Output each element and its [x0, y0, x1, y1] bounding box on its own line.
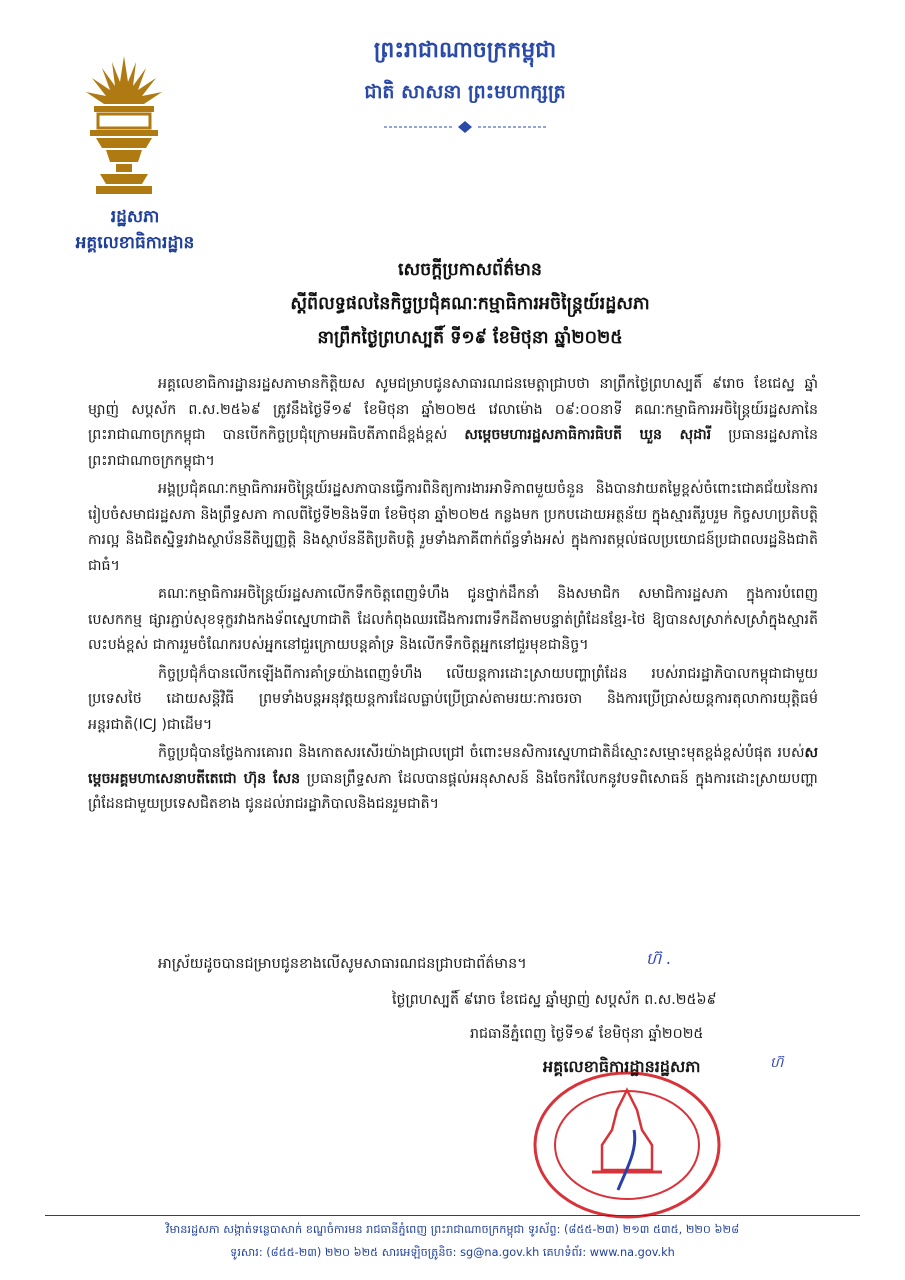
document-body: [88, 372, 818, 821]
lunar-date: ថ្ងៃព្រហស្បតិ៍ ៩រោច ខែជេស្ឋ ឆ្នាំម្សាញ់ សប្តស័ក ព.ស.២៥៦៩: [392, 992, 717, 1008]
ministry-name-line-1: រដ្ឋសភា: [110, 207, 160, 227]
paragraph-3: គណៈកម្មាធិការអចិន្ត្រៃយ៍រដ្ឋសភាលើកទឹកចិត្តពេញទំហឹង ជូនថ្នាក់ដឹកនាំ និងសមាជិក សមាជិការដ្ឋសភា ក្នុងការបំពេញបេសកកម្ម ផ្សារភ្ជាប់សុខទុក្ខរវាងកងទ័ពស្នេហាជាតិ ដែលកំពុងឈរជើងការពារទឹកដីតាមបន្ទាត់ព្រំដែនខ្មែរ-ថៃ ឱ្យបានសស្រាក់សស្រាំក្នុងស្មារតីលះបង់ខ្ពស់ ជាការរួមចំណែករបស់អ្នកនៅជួរក្រោយបន្តគាំទ្រ និងលើកទឹកចិត្តអ្នកនៅជួរមុខជានិច្ច។: [88, 586, 818, 653]
national-assembly-emblem-icon: [76, 52, 172, 202]
divider-ornament-icon: [380, 120, 550, 134]
senate-president-name: សម្តេចអគ្គមហាសេនាបតីតេជោ ហ៊ុន សែន: [88, 745, 818, 787]
footer-address: វិមានរដ្ឋសភា សង្កាត់ទន្លេបាសាក់ ខណ្ឌចំការមន រាជធានីភ្នំពេញ ព្រះរាជាណាចក្រកម្ពុជា ទូរស័ព្ទ: (៨៥៥-២៣) ២១៣ ៥៣៥, ២២០ ៦២៨: [165, 1223, 740, 1236]
president-name: សម្តេចមហារដ្ឋសភាធិការធិបតី ឃួន សុដារី: [464, 427, 712, 443]
closing-sentence: អាស្រ័យដូចបានជម្រាបជូនខាងលើសូមសាធារណជនជ្រាបជាព័ត៌មាន។: [158, 956, 527, 972]
paragraph-4: កិច្ចប្រជុំក៏បានលើកឡើងពីការគាំទ្រយ៉ាងពេញទំហឹង លើយន្តការដោះស្រាយបញ្ហាព្រំដែន របស់រាជរដ្ឋាភិបាលកម្ពុជាជាមួយប្រទេសថៃ ដោយសន្តិវិធី ព្រមទាំងបន្តអនុវត្តយន្តការដែលធ្លាប់ប្រើប្រាស់តាមរយៈការចរចា និងការប្រើប្រាស់យន្តការតុលាការយុត្តិធម៌អន្តរជាតិ(ICJ )ជាដើម។: [88, 665, 818, 733]
handwritten-initial: ហ៊ .: [646, 949, 672, 968]
document-date-line: នាព្រឹកថ្ងៃព្រហស្បតិ៍ ទី១៩ ខែមិថុនា ឆ្នាំ២០២៥: [317, 328, 623, 348]
document-title: សេចក្តីប្រកាសព័ត៌មាន: [397, 260, 543, 280]
footer-divider: [45, 1215, 860, 1216]
paragraph-5: កិច្ចប្រជុំបានថ្លែងការគោរព និងកោតសរសើរយ៉ាងជ្រាលជ្រៅ ចំពោះមនសិការស្នេហាជាតិដ៏ស្មោះសម្មោះមុតខ្ពង់ខ្ពស់បំផុត របស់សម្តេចអគ្គមហាសេនាបតីតេជោ ហ៊ុន សែន ប្រធានព្រឹទ្ធសភា ដែលបានផ្តល់អនុសាសន៍ និងចែករំលែកនូវបទពិសោធន៍ ក្នុងការដោះស្រាយបញ្ហាព្រំដែនជាមួយប្រទេសជិតខាង ជូនដល់រាជរដ្ឋាភិបាលនិងជនរួមជាតិ។: [88, 745, 818, 812]
kingdom-motto: ជាតិ សាសនា ព្រះមហាក្សត្រ: [364, 81, 566, 103]
handwritten-initial-2: ហ៊: [770, 1055, 784, 1071]
signatory-title: អគ្គលេខាធិការដ្ឋានរដ្ឋសភា: [543, 1057, 701, 1076]
paragraph-1: អគ្គលេខាធិការដ្ឋានរដ្ឋសភាមានកិត្តិយស សូមជម្រាបជូនសាធារណជនមេត្តាជ្រាបថា នាព្រឹកថ្ងៃព្រហស្បតិ៍ ៩រោច ខែជេស្ឋ ឆ្នាំម្សាញ់ សប្តស័ក ព.ស.២៥៦៩ ត្រូវនឹងថ្ងៃទី១៩ ខែមិថុនា ឆ្នាំ២០២៥ វេលាម៉ោង ០៩:០០នាទី គណៈកម្មាធិការអចិន្ត្រៃយ៍រដ្ឋសភានៃព្រះរាជាណាចក្រកម្ពុជា បានបើកកិច្ចប្រជុំក្រោមអធិបតីភាពដ៏ខ្ពង់ខ្ពស់ សម្តេចមហារដ្ឋសភាធិការធិបតី ឃួន សុដារី ប្រធានរដ្ឋសភានៃព្រះរាជាណាចក្រកម្ពុជា។: [88, 376, 819, 469]
solar-date: រាជធានីភ្នំពេញ ថ្ងៃទី១៩ ខែមិថុនា ឆ្នាំ២០២៥: [470, 1026, 704, 1042]
ministry-name-line-2: អគ្គលេខាធិការដ្ឋាន: [75, 233, 195, 253]
paragraph-2: អង្គប្រជុំគណៈកម្មាធិការអចិន្ត្រៃយ៍រដ្ឋសភាបានធ្វើការពិនិត្យការងារអាទិភាពមួយចំនួន និងបានវាយតម្លៃខ្ពស់ចំពោះជោគជ័យនៃការរៀបចំសមាជរដ្ឋសភា និងព្រឹទ្ធសភា កាលពីថ្ងៃទី២និងទី៣ ខែមិថុនា ឆ្នាំ២០២៥ កន្លងមក ប្រកបដោយអត្ថន័យ ក្នុងស្មារតីរួបរួម កិច្ចសហប្រតិបត្តិការល្អ និងជិតស្និទ្ធរវាងស្ថាប័ននីតិប្បញ្ញត្តិ និងស្ថាប័ននីតិប្រតិបត្តិ រួមទាំងភាគីពាក់ព័ន្ធទាំងអស់ ក្នុងការតម្កល់ផលប្រយោជន៍ប្រជាពលរដ្ឋនិងជាតិជាធំ។: [88, 481, 818, 574]
kingdom-title: ព្រះរាជាណាចក្រកម្ពុជា: [373, 38, 557, 63]
footer-contacts: ទូរសារ: (៨៥៥-២៣) ២២០ ៦២៥ សារអេឡិចត្រូនិច: sg@na.gov.kh គេហទំព័រ: www.na.gov.kh: [230, 1246, 675, 1259]
document-subject: ស្តីពីលទ្ធផលនៃកិច្ចប្រជុំគណៈកម្មាធិការអចិន្ត្រៃយ៍រដ្ឋសភា: [290, 294, 650, 314]
